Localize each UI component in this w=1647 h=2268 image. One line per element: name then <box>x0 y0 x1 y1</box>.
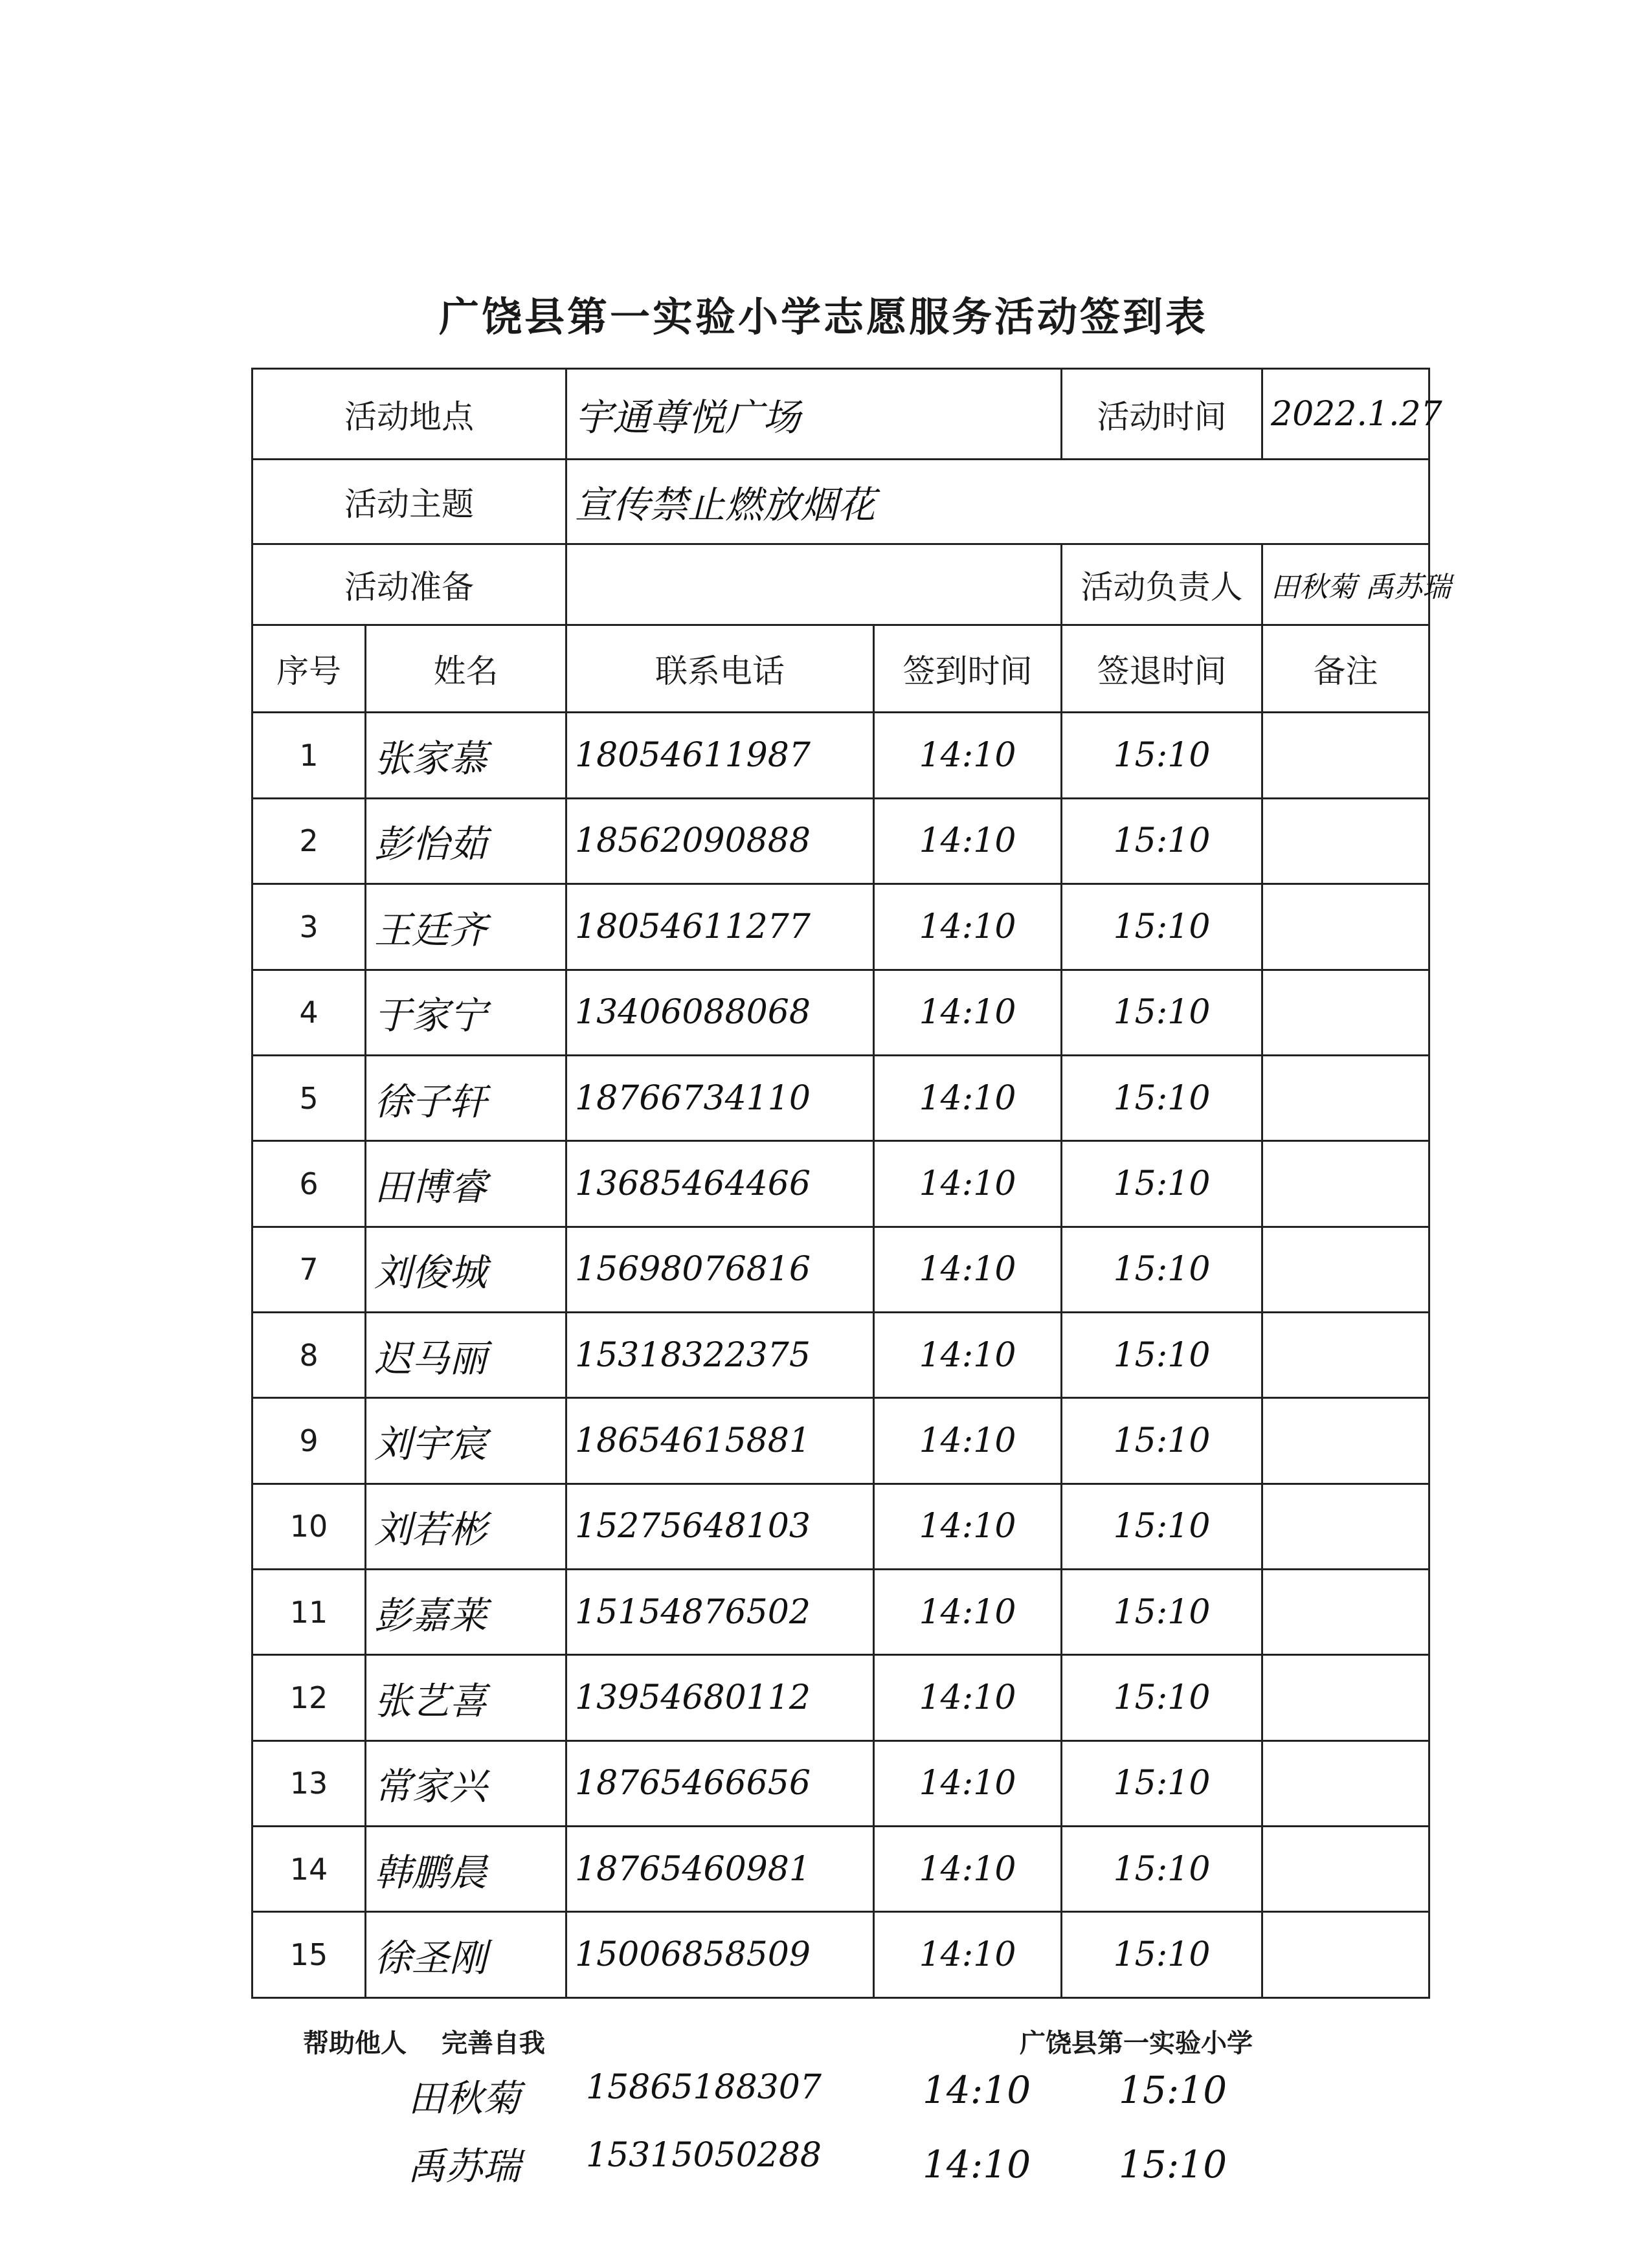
row-phone: 18766734110 <box>566 1055 874 1140</box>
row-sign-out: 15:10 <box>1062 1655 1262 1740</box>
row-phone: 18654615881 <box>566 1398 874 1484</box>
row-note <box>1262 1570 1429 1655</box>
extra-phone: 15865188307 <box>586 2068 822 2107</box>
row-no: 15 <box>252 1912 366 1998</box>
row-sign-out: 15:10 <box>1062 1141 1262 1227</box>
table-row <box>252 1912 1429 1998</box>
row-note <box>1262 1912 1429 1998</box>
location-value: 宇通尊悦广场 <box>566 369 1062 460</box>
row-sign-in: 14:10 <box>874 713 1062 798</box>
leader-value: 田秋菊 禹苏瑞 <box>1262 544 1429 625</box>
row-name: 常家兴 <box>366 1740 566 1826</box>
row-name: 刘宇宸 <box>366 1398 566 1484</box>
row-sign-out: 15:10 <box>1062 884 1262 970</box>
prep-label: 活动准备 <box>252 544 566 625</box>
row-no: 10 <box>252 1484 366 1569</box>
row-no: 4 <box>252 970 366 1055</box>
extra-name: 禹苏瑞 <box>408 2144 521 2188</box>
slogan-part-a: 帮助他人 <box>303 2029 407 2058</box>
extra-name: 田秋菊 <box>408 2076 521 2120</box>
header-sign-out: 签退时间 <box>1062 625 1262 713</box>
row-sign-in: 14:10 <box>874 1655 1062 1740</box>
header-phone: 联系电话 <box>566 625 874 713</box>
row-name: 彭嘉莱 <box>366 1570 566 1655</box>
row-name: 张艺喜 <box>366 1655 566 1740</box>
row-sign-in: 14:10 <box>874 1912 1062 1998</box>
row-no: 14 <box>252 1827 366 1912</box>
row-sign-out: 15:10 <box>1062 713 1262 798</box>
header-note: 备注 <box>1262 625 1429 713</box>
row-sign-in: 14:10 <box>874 1227 1062 1312</box>
row-sign-in: 14:10 <box>874 798 1062 884</box>
row-sign-out: 15:10 <box>1062 1227 1262 1312</box>
row-name: 徐圣刚 <box>366 1912 566 1998</box>
extra-phone: 15315050288 <box>586 2136 822 2175</box>
table-row <box>252 1827 1429 1912</box>
page-title: 广饶县第一实验小学志愿服务活动签到表 <box>438 293 1208 340</box>
row-name: 迟马丽 <box>366 1312 566 1397</box>
leader-label: 活动负责人 <box>1062 544 1262 625</box>
table-row <box>252 1141 1429 1227</box>
row-phone: 15154876502 <box>566 1570 874 1655</box>
row-sign-out: 15:10 <box>1062 1484 1262 1569</box>
row-phone: 18765466656 <box>566 1740 874 1826</box>
info-row-location <box>252 369 1429 460</box>
row-no: 8 <box>252 1312 366 1397</box>
row-sign-out: 15:10 <box>1062 1912 1262 1998</box>
time-label: 活动时间 <box>1062 369 1262 460</box>
row-name: 徐子轩 <box>366 1055 566 1140</box>
row-name: 王廷齐 <box>366 884 566 970</box>
footer-school: 广饶县第一实验小学 <box>1020 2029 1253 2058</box>
row-note <box>1262 1398 1429 1484</box>
table-row <box>252 1055 1429 1140</box>
row-sign-out: 15:10 <box>1062 1398 1262 1484</box>
table-row <box>252 1227 1429 1312</box>
time-value: 2022.1.27 <box>1262 369 1429 460</box>
row-no: 3 <box>252 884 366 970</box>
info-row-prep <box>252 544 1429 625</box>
row-note <box>1262 1227 1429 1312</box>
row-note <box>1262 1740 1429 1826</box>
theme-label: 活动主题 <box>252 460 566 544</box>
row-phone: 18054611277 <box>566 884 874 970</box>
row-phone: 15698076816 <box>566 1227 874 1312</box>
row-note <box>1262 1484 1429 1569</box>
row-name: 彭怡茹 <box>366 798 566 884</box>
row-sign-in: 14:10 <box>874 1055 1062 1140</box>
row-no: 5 <box>252 1055 366 1140</box>
row-note <box>1262 798 1429 884</box>
row-note <box>1262 1655 1429 1740</box>
extra-sign-in: 14:10 <box>923 2142 1031 2186</box>
row-sign-out: 15:10 <box>1062 1827 1262 1912</box>
row-note <box>1262 1312 1429 1397</box>
row-name: 刘若彬 <box>366 1484 566 1569</box>
row-no: 11 <box>252 1570 366 1655</box>
table-row <box>252 970 1429 1055</box>
row-name: 于家宁 <box>366 970 566 1055</box>
header-row <box>252 625 1429 713</box>
row-no: 2 <box>252 798 366 884</box>
table-row <box>252 1484 1429 1569</box>
row-note <box>1262 1827 1429 1912</box>
row-sign-in: 14:10 <box>874 1141 1062 1227</box>
extra-sign-out: 15:10 <box>1119 2142 1227 2186</box>
table-row <box>252 798 1429 884</box>
row-sign-in: 14:10 <box>874 1398 1062 1484</box>
table-row <box>252 1398 1429 1484</box>
info-row-theme <box>252 460 1429 544</box>
slogan-part-b: 完善自我 <box>441 2029 545 2058</box>
table-row <box>252 1740 1429 1826</box>
row-sign-in: 14:10 <box>874 1827 1062 1912</box>
table-row <box>252 713 1429 798</box>
row-phone: 15006858509 <box>566 1912 874 1998</box>
footer-slogan <box>303 2023 571 2060</box>
header-no: 序号 <box>252 625 366 713</box>
row-no: 13 <box>252 1740 366 1826</box>
row-phone: 13406088068 <box>566 970 874 1055</box>
row-sign-in: 14:10 <box>874 970 1062 1055</box>
row-sign-in: 14:10 <box>874 1570 1062 1655</box>
row-sign-out: 15:10 <box>1062 1740 1262 1826</box>
row-no: 1 <box>252 713 366 798</box>
row-sign-in: 14:10 <box>874 1740 1062 1826</box>
theme-value: 宣传禁止燃放烟花 <box>566 460 1429 544</box>
row-sign-in: 14:10 <box>874 884 1062 970</box>
table-row <box>252 1655 1429 1740</box>
row-note <box>1262 1055 1429 1140</box>
row-name: 田博睿 <box>366 1141 566 1227</box>
header-sign-in: 签到时间 <box>874 625 1062 713</box>
table-row <box>252 1312 1429 1397</box>
row-note <box>1262 970 1429 1055</box>
row-name: 刘俊城 <box>366 1227 566 1312</box>
row-name: 韩鹏晨 <box>366 1827 566 1912</box>
row-phone: 18562090888 <box>566 798 874 884</box>
row-note <box>1262 1141 1429 1227</box>
location-label: 活动地点 <box>252 369 566 460</box>
header-name: 姓名 <box>366 625 566 713</box>
row-sign-out: 15:10 <box>1062 970 1262 1055</box>
row-phone: 15275648103 <box>566 1484 874 1569</box>
table-row <box>252 1570 1429 1655</box>
row-sign-out: 15:10 <box>1062 1312 1262 1397</box>
row-phone: 15318322375 <box>566 1312 874 1397</box>
row-note <box>1262 884 1429 970</box>
row-no: 6 <box>252 1141 366 1227</box>
row-name: 张家慕 <box>366 713 566 798</box>
sign-in-table <box>251 368 1451 1999</box>
row-sign-in: 14:10 <box>874 1312 1062 1397</box>
row-phone: 18765460981 <box>566 1827 874 1912</box>
row-note <box>1262 713 1429 798</box>
row-sign-out: 15:10 <box>1062 1570 1262 1655</box>
table-row <box>252 884 1429 970</box>
row-no: 7 <box>252 1227 366 1312</box>
row-sign-out: 15:10 <box>1062 798 1262 884</box>
row-no: 12 <box>252 1655 366 1740</box>
row-phone: 13954680112 <box>566 1655 874 1740</box>
row-sign-in: 14:10 <box>874 1484 1062 1569</box>
row-no: 9 <box>252 1398 366 1484</box>
extra-sign-out: 15:10 <box>1119 2068 1227 2112</box>
extra-sign-in: 14:10 <box>923 2068 1031 2112</box>
prep-value <box>566 544 1062 625</box>
row-sign-out: 15:10 <box>1062 1055 1262 1140</box>
row-phone: 13685464466 <box>566 1141 874 1227</box>
row-phone: 18054611987 <box>566 713 874 798</box>
